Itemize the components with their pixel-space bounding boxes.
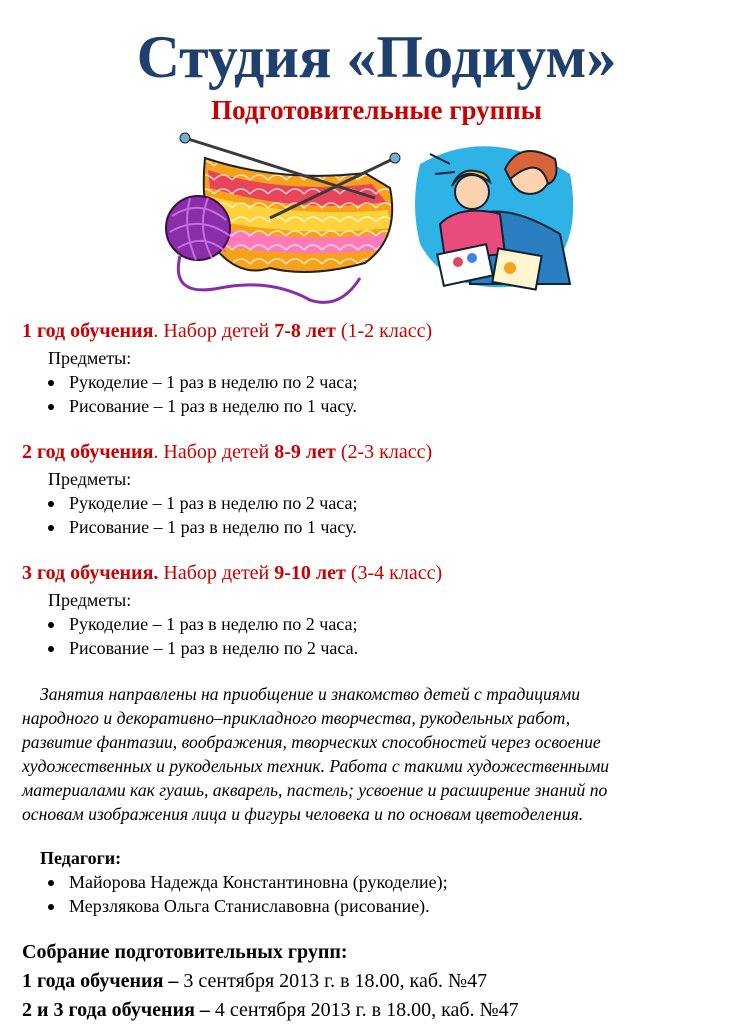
description-paragraph: [22, 682, 734, 826]
year-sep: .: [153, 320, 159, 342]
description-line: основам изображения лица и фигуры человека и по основам цветоделения.: [22, 804, 584, 824]
subject-text: Рисование – 1 раз в неделю по 1 часу.: [69, 517, 357, 537]
teachers-section: [22, 846, 732, 918]
bullet-icon: [48, 404, 54, 410]
subject-text: Рисование – 1 раз в неделю по 1 часу.: [69, 396, 357, 416]
year-heading: [22, 439, 732, 465]
year-block-2: [22, 439, 732, 539]
page-subtitle: Подготовительные группы: [211, 95, 542, 125]
drawing-lesson-clipart-icon: [410, 134, 582, 296]
meeting-section: [22, 938, 742, 1025]
bullet-icon: [48, 525, 54, 531]
grade-range: (3-4 класс): [345, 562, 443, 584]
knitting-clipart-icon: [160, 128, 410, 310]
year-heading: [22, 318, 732, 344]
list-item: [22, 636, 732, 660]
meeting-row-text: 4 сентября 2013 г. в 18.00, каб. №47: [209, 999, 519, 1021]
grade-range: (1-2 класс): [335, 320, 433, 342]
year-label: 2 год обучения: [22, 441, 154, 463]
list-item: [22, 370, 732, 394]
age-range: 8-9 лет: [274, 441, 336, 463]
bullet-icon: [48, 880, 54, 886]
subject-list: [22, 491, 732, 539]
subject-text: Рукоделие – 1 раз в неделю по 2 часа;: [69, 614, 358, 634]
meeting-row: [22, 996, 742, 1025]
description-line: материалами как гуашь, акварель, пастель; усвоение и расширение знаний по: [22, 780, 608, 800]
age-range: 7-8 лет: [274, 320, 336, 342]
year-label: 3 год обучения.: [22, 562, 159, 584]
teacher-name: Мерзлякова Ольга Станиславовна (рисование).: [69, 896, 430, 916]
description-line: развитие фантазии, воображения, творческих способностей через освоение: [22, 732, 601, 752]
list-item: [22, 612, 732, 636]
description-line: Занятия направлены на приобщение и знакомство детей с традициями: [40, 684, 581, 704]
meeting-row: [22, 967, 742, 996]
list-item: [22, 870, 732, 894]
page-title: Студия «Подиум»: [136, 24, 617, 90]
meeting-row-label: 2 и 3 года обучения –: [22, 999, 210, 1021]
subjects-label: Предметы:: [48, 469, 132, 489]
teacher-name: Майорова Надежда Константиновна (рукоделие);: [69, 872, 448, 892]
list-item: [22, 394, 732, 418]
list-item: [22, 491, 732, 515]
list-item: [22, 515, 732, 539]
subject-text: Рукоделие – 1 раз в неделю по 2 часа;: [69, 372, 358, 392]
teachers-list: [22, 870, 732, 918]
meeting-title: Собрание подготовительных групп:: [22, 941, 348, 963]
bullet-icon: [48, 380, 54, 386]
meeting-row-label: 1 года обучения –: [22, 970, 179, 992]
bullet-icon: [48, 622, 54, 628]
list-item: [22, 894, 732, 918]
bullet-icon: [48, 904, 54, 910]
bullet-icon: [48, 501, 54, 507]
teachers-title: Педагоги:: [40, 848, 122, 868]
description-line: народного и декоративно–прикладного творчества, рукодельных работ,: [22, 708, 571, 728]
meeting-row-text: 3 сентября 2013 г. в 18.00, каб. №47: [178, 970, 488, 992]
recruit-text: Набор детей: [158, 320, 275, 342]
recruit-text: Набор детей: [158, 562, 275, 584]
subject-list: [22, 612, 732, 660]
subjects-label: Предметы:: [48, 348, 132, 368]
year-block-3: [22, 560, 732, 660]
subjects-label: Предметы:: [48, 590, 132, 610]
bullet-icon: [48, 646, 54, 652]
description-line: художественных и рукодельных техник. Работа с такими художественными: [22, 756, 610, 776]
year-block-1: [22, 318, 732, 418]
grade-range: (2-3 класс): [335, 441, 433, 463]
year-sep: .: [153, 441, 159, 463]
recruit-text: Набор детей: [158, 441, 275, 463]
subject-text: Рукоделие – 1 раз в неделю по 2 часа;: [69, 493, 358, 513]
year-label: 1 год обучения: [22, 320, 154, 342]
age-range: 9-10 лет: [274, 562, 346, 584]
subject-list: [22, 370, 732, 418]
year-heading: [22, 560, 732, 586]
subject-text: Рисование – 1 раз в неделю по 2 часа.: [69, 638, 359, 658]
